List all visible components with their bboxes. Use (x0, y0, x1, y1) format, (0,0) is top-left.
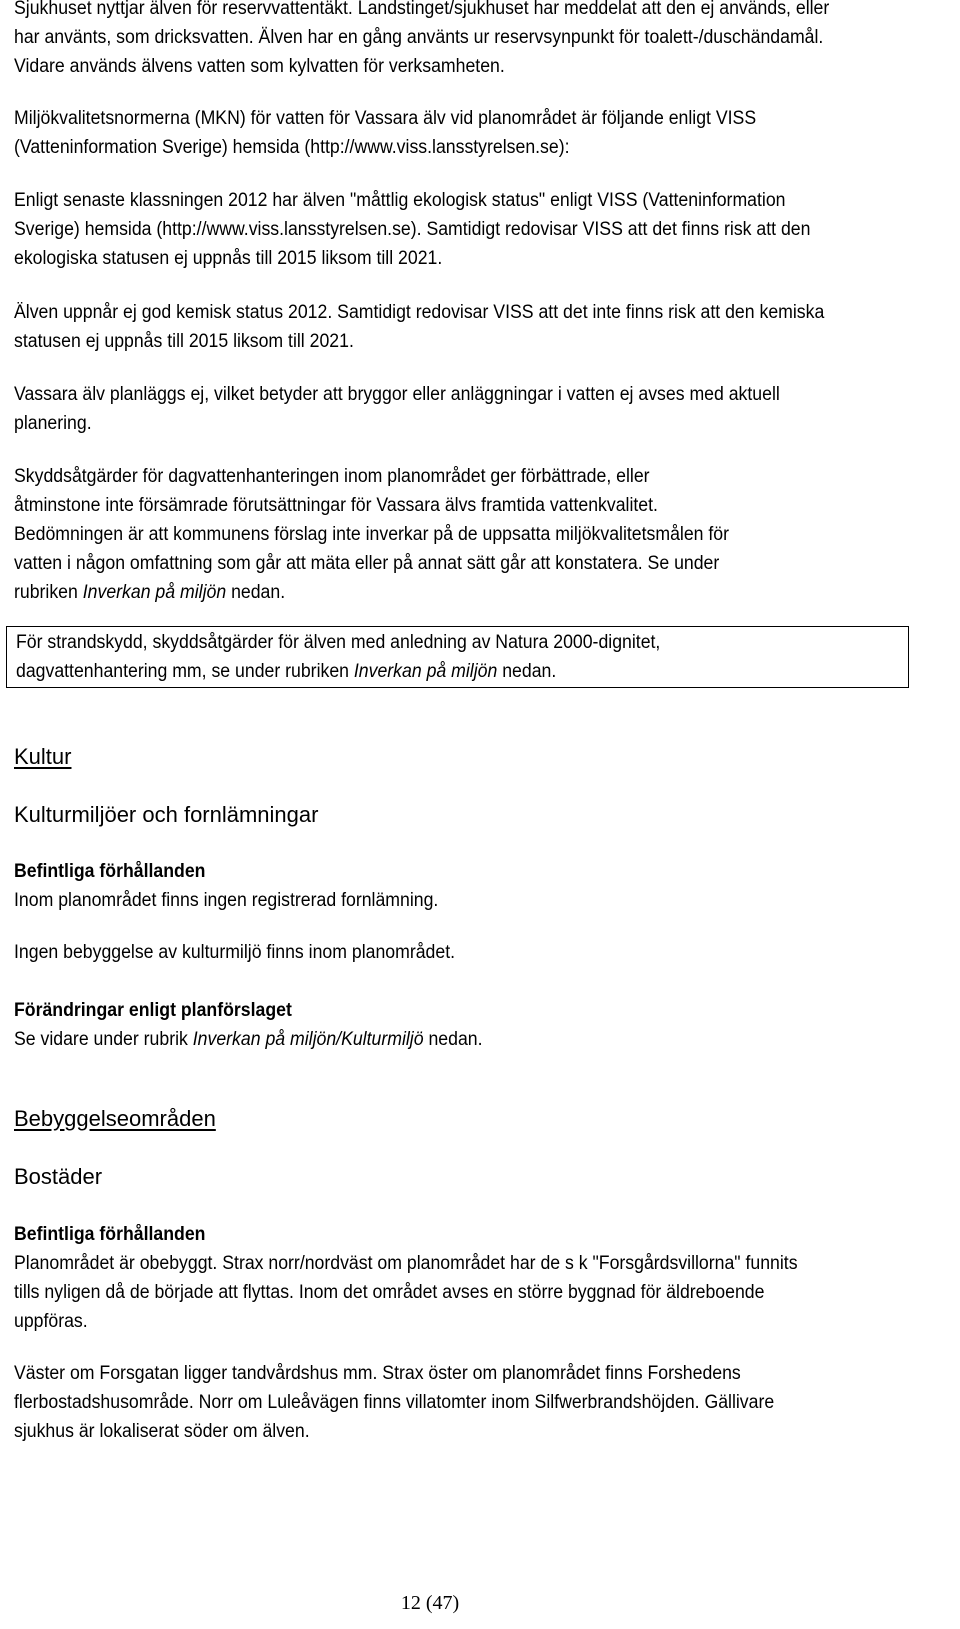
protection-line-4: vatten i någon omfattning som går att mäta eller på annat sätt går att konstatera. Se under (14, 553, 720, 574)
mkn-line-2: (Vatteninformation Sverige) hemsida (http://www.viss.lansstyrelsen.se): (14, 137, 570, 158)
kultur-changes-text (14, 1025, 949, 1054)
protection-line-5 (14, 578, 949, 607)
protection-line-3: Bedömningen är att kommunens förslag inte inverkar på de uppsatta miljökvalitetsmålen för (14, 524, 730, 545)
note-line-2-post: nedan. (497, 661, 557, 682)
page-number: 12 (47) (400, 1592, 460, 1614)
bebyggelse-p1-line-2: tills nyligen då de började att flyttas. Inom det området avses en större byggnad för äldreboende (14, 1282, 765, 1303)
planning-paragraph (14, 380, 949, 438)
kultur-existing-title: Befintliga förhållanden (14, 861, 206, 882)
intro-line-3: Vidare används älvens vatten som kylvatten för verksamheten. (14, 56, 505, 77)
bebyggelse-p2-line-2: flerbostadshusområde. Norr om Luleåvägen finns villatomter inom Silfwerbrandshöjden. Gällivare (14, 1392, 775, 1413)
note-line-2 (16, 657, 951, 686)
ecological-line-1: Enligt senaste klassningen 2012 har älven "måttlig ekologisk status" enligt VISS (Vatteninformation (14, 190, 786, 211)
bebyggelse-p1-line-3: uppföras. (14, 1311, 88, 1332)
bebyggelse-existing (14, 1220, 949, 1336)
mkn-paragraph (14, 104, 949, 162)
note-line-2-emphasis: Inverkan på miljön (353, 661, 498, 682)
planning-line-2: planering. (14, 413, 92, 434)
ecological-paragraph (14, 186, 949, 273)
kultur-existing-text: Inom planområdet finns ingen registrerad fornlämning. (14, 890, 439, 911)
kultur-subheading: Kulturmiljöer och fornlämningar (14, 802, 319, 827)
ecological-line-3: ekologiska statusen ej uppnås till 2015 liksom till 2021. (14, 248, 443, 269)
chemical-paragraph (14, 298, 949, 356)
note-line-1: För strandskydd, skyddsåtgärder för älven med anledning av Natura 2000-dignitet, (16, 632, 661, 653)
kultur-no-buildings (14, 938, 949, 967)
kultur-changes (14, 996, 949, 1054)
planning-line-1: Vassara älv planläggs ej, vilket betyder att bryggor eller anläggningar i vatten ej avses med aktuell (14, 384, 780, 405)
note-line-2-pre: dagvattenhantering mm, se under rubriken (16, 661, 354, 682)
kultur-changes-post: nedan. (423, 1029, 483, 1050)
chemical-line-1: Älven uppnår ej god kemisk status 2012. Samtidigt redovisar VISS att det inte finns risk att den kemiska (14, 302, 825, 323)
bebyggelse-paragraph-2 (14, 1359, 949, 1446)
ecological-line-2: Sverige) hemsida (http://www.viss.lansstyrelsen.se). Samtidigt redovisar VISS att det finns risk att den (14, 219, 811, 240)
bebyggelse-p2-line-3: sjukhus är lokaliserat söder om älven. (14, 1421, 310, 1442)
mkn-line-1: Miljökvalitetsnormerna (MKN) för vatten för Vassara älv vid planområdet är följande enligt VISS (14, 108, 757, 129)
protection-paragraph (14, 462, 949, 607)
kultur-heading: Kultur (14, 744, 72, 769)
bebyggelse-heading: Bebyggelseområden (14, 1106, 216, 1131)
bebyggelse-p1-line-1: Planområdet är obebyggt. Strax norr/nordväst om planområdet har de s k "Forsgårdsvillorna" funnits (14, 1253, 798, 1274)
kultur-changes-title: Förändringar enligt planförslaget (14, 1000, 292, 1021)
kultur-existing (14, 857, 949, 915)
intro-line-1: Sjukhuset nyttjar älven för reservvattentäkt. Landstinget/sjukhuset har meddelat att den ej används, eller (14, 0, 830, 19)
protection-line-5-emphasis: Inverkan på miljön (82, 582, 227, 603)
bebyggelse-subheading: Bostäder (14, 1164, 103, 1189)
bebyggelse-existing-title: Befintliga förhållanden (14, 1224, 206, 1245)
kultur-changes-emphasis: Inverkan på miljön/Kulturmiljö (192, 1029, 424, 1050)
protection-line-2: åtminstone inte försämrade förutsättningar för Vassara älvs framtida vattenkvalitet. (14, 495, 658, 516)
protection-line-5-pre: rubriken (14, 582, 83, 603)
protection-line-1: Skyddsåtgärder för dagvattenhanteringen inom planområdet ger förbättrade, eller (14, 466, 650, 487)
protection-line-5-post: nedan. (226, 582, 286, 603)
note-box-text (16, 628, 951, 686)
intro-line-2: har använts, som dricksvatten. Älven har en gång använts ur reservsynpunkt för toalett-/duschändamål. (14, 27, 824, 48)
chemical-line-2: statusen ej uppnås till 2015 liksom till 2021. (14, 331, 354, 352)
kultur-changes-pre: Se vidare under rubrik (14, 1029, 193, 1050)
bebyggelse-p2-line-1: Väster om Forsgatan ligger tandvårdshus mm. Strax öster om planområdet finns Forshedens (14, 1363, 741, 1384)
kultur-no-buildings-text: Ingen bebyggelse av kulturmiljö finns inom planområdet. (14, 942, 456, 963)
intro-paragraph (14, 0, 949, 81)
